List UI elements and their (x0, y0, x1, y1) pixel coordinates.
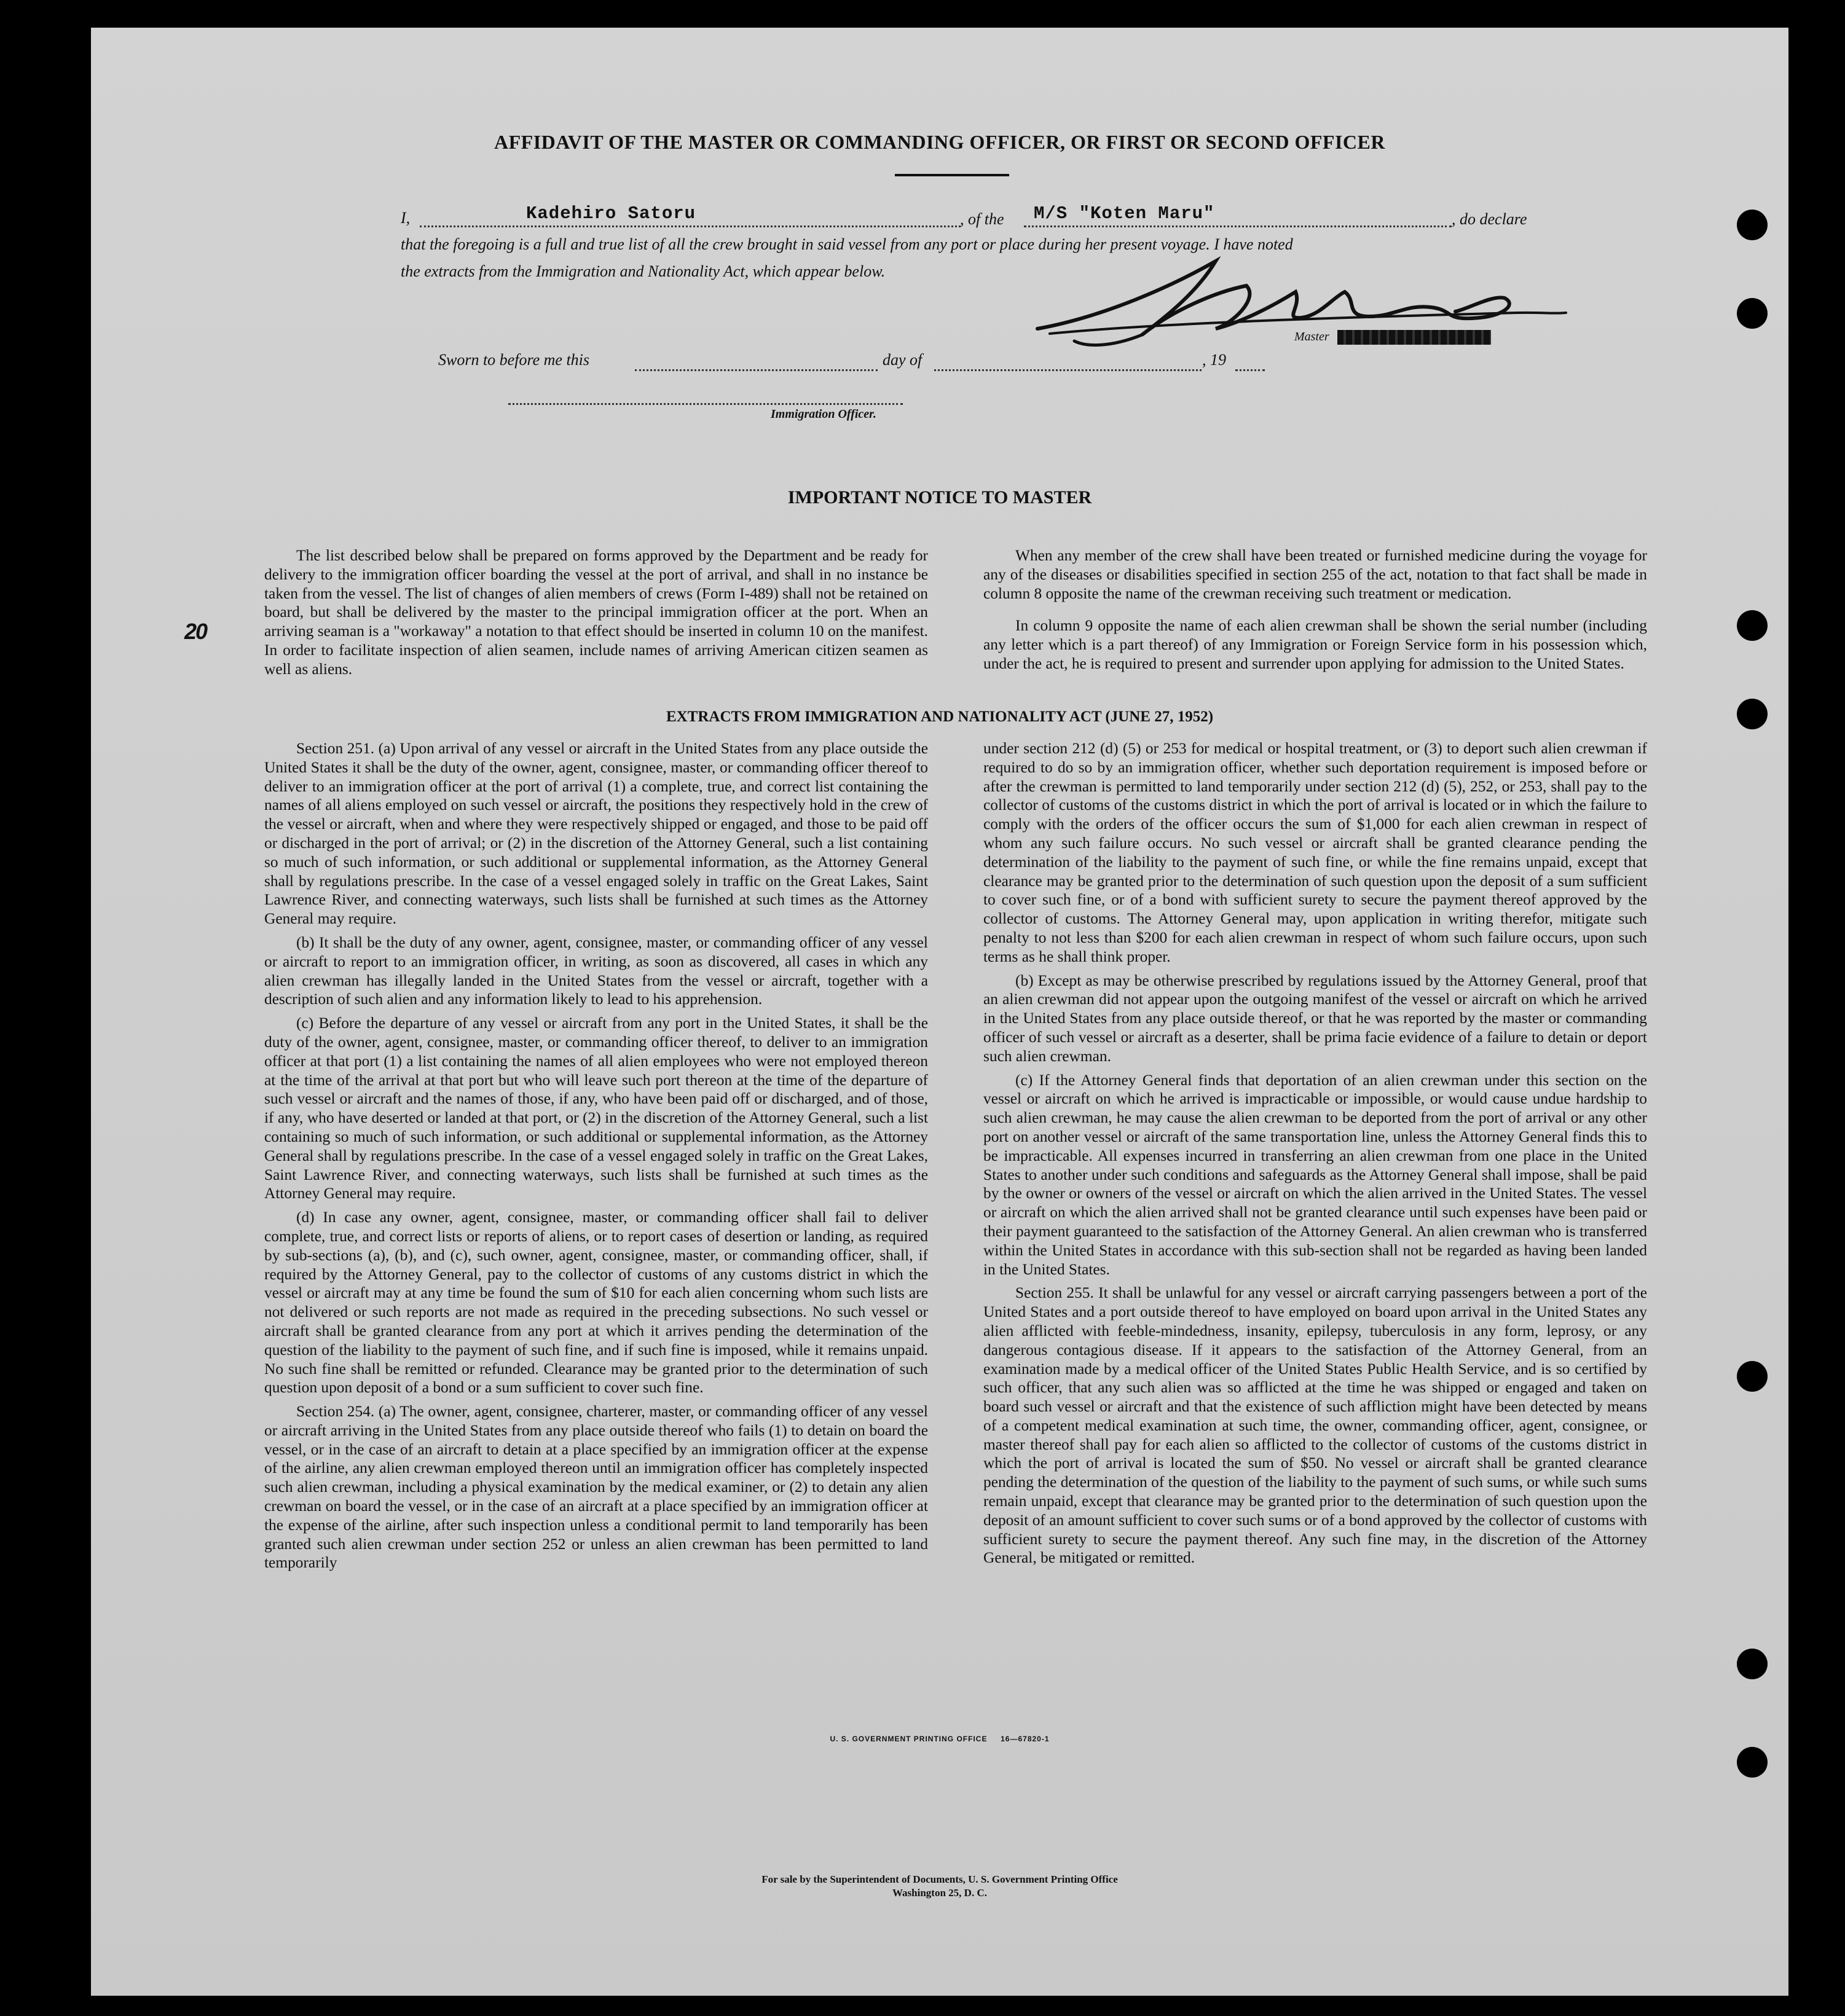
section-251-b: (b) It shall be the duty of any owner, agent, consignee, master, or commanding officer of any vessel or aircraft to report to an immigration officer, in writing, as soon as discovered, all cases in which any alien crewman has illegally landed in the United States from the vessel or aircraft, together with a description of such alien and any information likely to lead to his apprehension. (264, 933, 928, 1008)
notice-left-paragraph: The list described below shall be prepared on forms approved by the Department and be ready for delivery to the immigration officer boarding the vessel at the port of arrival, and shall in no instance be taken from the vessel. The list of changes of alien members of crews (Form I-489) shall not be retained on board, but shall be delivered by the master to the principal immigration officer at the port. When an arriving seaman is a "workaway" a notation to that effect should be inserted in column 10 on the manifest. In order to facilitate inspection of alien seamen, include names of arriving American citizen seamen as well as aliens. (264, 547, 928, 678)
binder-hole (1737, 210, 1768, 240)
affidavit-line-3: the extracts from the Immigration and Nationality Act, which appear below. (401, 262, 886, 280)
binder-hole (1737, 610, 1768, 641)
sworn-month-line (934, 369, 1202, 371)
binder-hole (1737, 1361, 1768, 1392)
extracts-left-column (264, 739, 928, 1577)
binder-hole (1737, 1747, 1768, 1778)
sworn-year-line (1235, 369, 1265, 371)
extracts-title: EXTRACTS FROM IMMIGRATION AND NATIONALITY ACT (JUNE 27, 1952) (666, 708, 1214, 725)
section-255: Section 255. It shall be unlawful for any vessel or aircraft carrying passengers between a port of the United States and a port outside thereof to have employed on board upon arrival in the United States any alien afflicted with feeble-mindedness, insanity, epilepsy, tuberculosis in any form, leprosy, or any dangerous contagious disease. If it appears to the satisfaction of the Attorney General, from an examination made by a medical officer of the United States Public Health Service, and is so certified by such officer, that any such alien was so afflicted at the time he was shipped or engaged and taken on board such vessel or aircraft and that the existence of such affliction might have been detected by means of a competent medical examination at such time, the owner, commanding officer, agent, consignee, or master thereof shall pay for each alien so afflicted to the collector of customs of the customs district in which the port of arrival is located the sum of $50. No vessel or aircraft shall be granted clearance pending the determination of the question of the liability to the payment of such sums, or while such sums remain unpaid, except that clearance may be granted prior to the determination of such question upon the deposit of an amount sufficient to cover such sums or of a bond approved by the collector of customs with sufficient surety to secure the payment thereof. Any such fine may, in the discretion of the Attorney General, be mitigated or remitted. (983, 1284, 1647, 1567)
binder-hole (1737, 298, 1768, 329)
notice-right-paragraph-1: When any member of the crew shall have been treated or furnished medicine during the voyage for any of the diseases or disabilities specified in section 255 of the act, notation to that fact shall be made in column 8 opposite the name of the crewman receiving such treatment or medication. (983, 547, 1647, 602)
section-254-c: (c) If the Attorney General finds that deportation of an alien crewman under this section on the vessel or aircraft on which he arrived is impracticable or impossible, or would cause undue hardship to such alien crewman, he may cause the alien crewman to be deported from the port of arrival or any other port on another vessel or aircraft of the same transportation line, unless the Attorney General finds this to be impracticable. All expenses incurred in transferring an alien crewman from one place in the United States to another under such conditions and safeguards as the Attorney General shall impose, shall be paid by the owner or owners of the vessel or aircraft on which the alien arrived in the United States. The vessel or aircraft on which the alien arrived shall not be granted clearance until such expenses have been paid or their payment guaranteed to the satisfaction of the Attorney General. An alien crewman who is transferred within the United States in accordance with this sub-section shall not be regarded as having been landed in the United States. (983, 1071, 1647, 1278)
name-line (420, 226, 961, 227)
sale-line-1: For sale by the Superintendent of Documents, U. S. Government Printing Office (761, 1873, 1118, 1885)
vessel-line (1024, 226, 1452, 227)
sale-line-2: Washington 25, D. C. (892, 1887, 987, 1899)
binder-hole (1737, 1649, 1768, 1679)
notice-right-paragraph-2: In column 9 opposite the name of each alien crewman shall be shown the serial number (including any letter which is a part thereof) of any Immigration or Foreign Service form in his possession which, under the act, he is required to present and surrender upon applying for admission to the United States. (983, 617, 1647, 672)
title-rule (895, 174, 1009, 176)
of-the-label: , of the (960, 210, 1004, 228)
notice-left-column (264, 546, 928, 692)
struck-out-text (1337, 330, 1491, 345)
immigration-officer-label: Immigration Officer. (771, 407, 876, 421)
notice-right-column (983, 546, 1647, 687)
affidavit-line-2: that the foregoing is a full and true list of all the crew brought in said vessel from any port or place during her present voyage. I have noted (401, 235, 1293, 253)
day-of-label: day of (883, 351, 922, 369)
officer-signature-line (508, 403, 903, 405)
sworn-label: Sworn to before me this (438, 351, 590, 369)
section-254-a: Section 254. (a) The owner, agent, consignee, charterer, master, or commanding officer of any vessel or aircraft arriving in the United States from any place outside thereof who fails (1) to detain on board the vessel, or in the case of an aircraft to detain at a place specified by an immigration officer at the expense of the airline, any alien crewman employed thereon until an immigration officer has completely inspected such alien crewman, including a physical examination by the medical examiner, or (2) to detain any alien crewman on board the vessel, or in the case of an aircraft at a place specified by an immigration officer at the expense of the airline, after such inspection unless a conditional permit to land temporarily has been granted such alien crewman under section 252 or unless an alien crewman has been permitted to land temporarily (264, 1403, 928, 1572)
master-title-label: Master (1294, 330, 1329, 343)
section-254-b: (b) Except as may be otherwise prescribed by regulations issued by the Attorney General, proof that an alien crewman did not appear upon the outgoing manifest of the vessel or aircraft on which he arrived in the United States from any place outside thereof, or that he was reported by the master or commanding officer of such vessel or aircraft as a deserter, shall be prima facie evidence of a failure to detain or deport such alien crewman. (983, 971, 1647, 1065)
printing-office-line: U. S. GOVERNMENT PRINTING OFFICE 16—67820-1 (830, 1735, 1050, 1743)
document-page (91, 28, 1788, 1996)
margin-mark: 20 (184, 619, 207, 644)
master-name: Kadehiro Satoru (526, 203, 696, 224)
section-251-a: Section 251. (a) Upon arrival of any vessel or aircraft in the United States from any place outside the United States it shall be the duty of the owner, agent, consignee, master, or commanding officer thereof to deliver to an immigration officer at the port of arrival (1) a complete, true, and correct list containing the names of all aliens employed on such vessel or aircraft, the positions they respectively hold in the crew of the vessel or aircraft, when and where they were respectively shipped or engaged, and those to be paid off or discharged in the port of arrival; or (2) in the discretion of the Attorney General, such a list containing so much of such information, or such additional or supplemental information, as the Attorney General shall by regulations prescribe. In the case of a vessel engaged solely in traffic on the Great Lakes, Saint Lawrence River, and connecting waterways, such lists shall be furnished at such times as the Attorney General may require. (264, 740, 928, 928)
sworn-day-line (635, 369, 878, 371)
i-label: I, (401, 209, 411, 227)
section-251-c: (c) Before the departure of any vessel or aircraft from any port in the United States, it shall be the duty of the owner, agent, consignee, master, or commanding officer thereof, to deliver to an immigration officer at that port (1) a list containing the names of all alien employees who were not employed thereon at the time of the arrival at that port but who will leave such port thereon at the time of the departure of such vessel or aircraft and the names of those, if any, who have been paid off or discharged, and of those, if any, who have deserted or landed at that port, or (2) in the discretion of the Attorney General, such a list containing so much of such information, or such additional or supplemental information, as the Attorney General shall by regulations prescribe. In the case of a vessel engaged solely in traffic on the Great Lakes, Saint Lawrence River, and connecting waterways, such lists shall be furnished at such times as the Attorney General may require. (264, 1014, 928, 1202)
year-label: , 19 (1202, 351, 1226, 369)
vessel-name: M/S "Koten Maru" (1034, 203, 1215, 224)
section-251-d: (d) In case any owner, agent, consignee, master, or commanding officer shall fail to deliver complete, true, and correct lists or reports of aliens, or to report cases of desertion or landing, as required by sub-sections (a), (b), and (c), such owner, agent, consignee, master, or commanding officer, shall, if required by the Attorney General, pay to the collector of customs of any customs district in which the vessel or aircraft may at any time be found the sum of $10 for each alien concerning whom such lists are not delivered or such reports are not made as required in the preceding subsections. No such vessel or aircraft shall be granted clearance from any port at which it arrives pending the determination of the question of the liability to the payment of such fine, and if such fine is imposed, while it remains unpaid. No such fine shall be remitted or refunded. Clearance may be granted prior to the determination of such question upon deposit of a bond or a sum sufficient to cover such fine. (264, 1209, 928, 1397)
affidavit-title: AFFIDAVIT OF THE MASTER OR COMMANDING OFFICER, OR FIRST OR SECOND OFFICER (494, 131, 1385, 153)
extracts-right-column (983, 739, 1647, 1572)
section-254-a-continued: under section 212 (d) (5) or 253 for medical or hospital treatment, or (3) to deport such alien crewman if required to do so by an immigration officer, whether such deportation requirement is imposed before or after the crewman is permitted to land temporarily under section 212 (d) (5), 252, or 253, shall pay to the collector of customs of the customs district in which the port of arrival is located or in which the failure to comply with the orders of the officer occurs the sum of $1,000 for each alien crewman in respect of whom any such failure occurs. No such vessel or aircraft shall be granted clearance pending the determination of the liability to the payment of such fine, or while the fine remains unpaid, except that clearance may be granted prior to the determination of such question upon the deposit of a sum sufficient to cover such fine, or of a bond with sufficient surety to secure the payment thereof approved by the collector of customs. The Attorney General may, upon application in writing therefor, mitigate such penalty to not less than $200 for each alien crewman in respect of whom such failure occurs, upon such terms as he shall think proper. (983, 740, 1647, 965)
notice-title: IMPORTANT NOTICE TO MASTER (787, 487, 1092, 508)
do-declare-label: , do declare (1452, 210, 1527, 228)
